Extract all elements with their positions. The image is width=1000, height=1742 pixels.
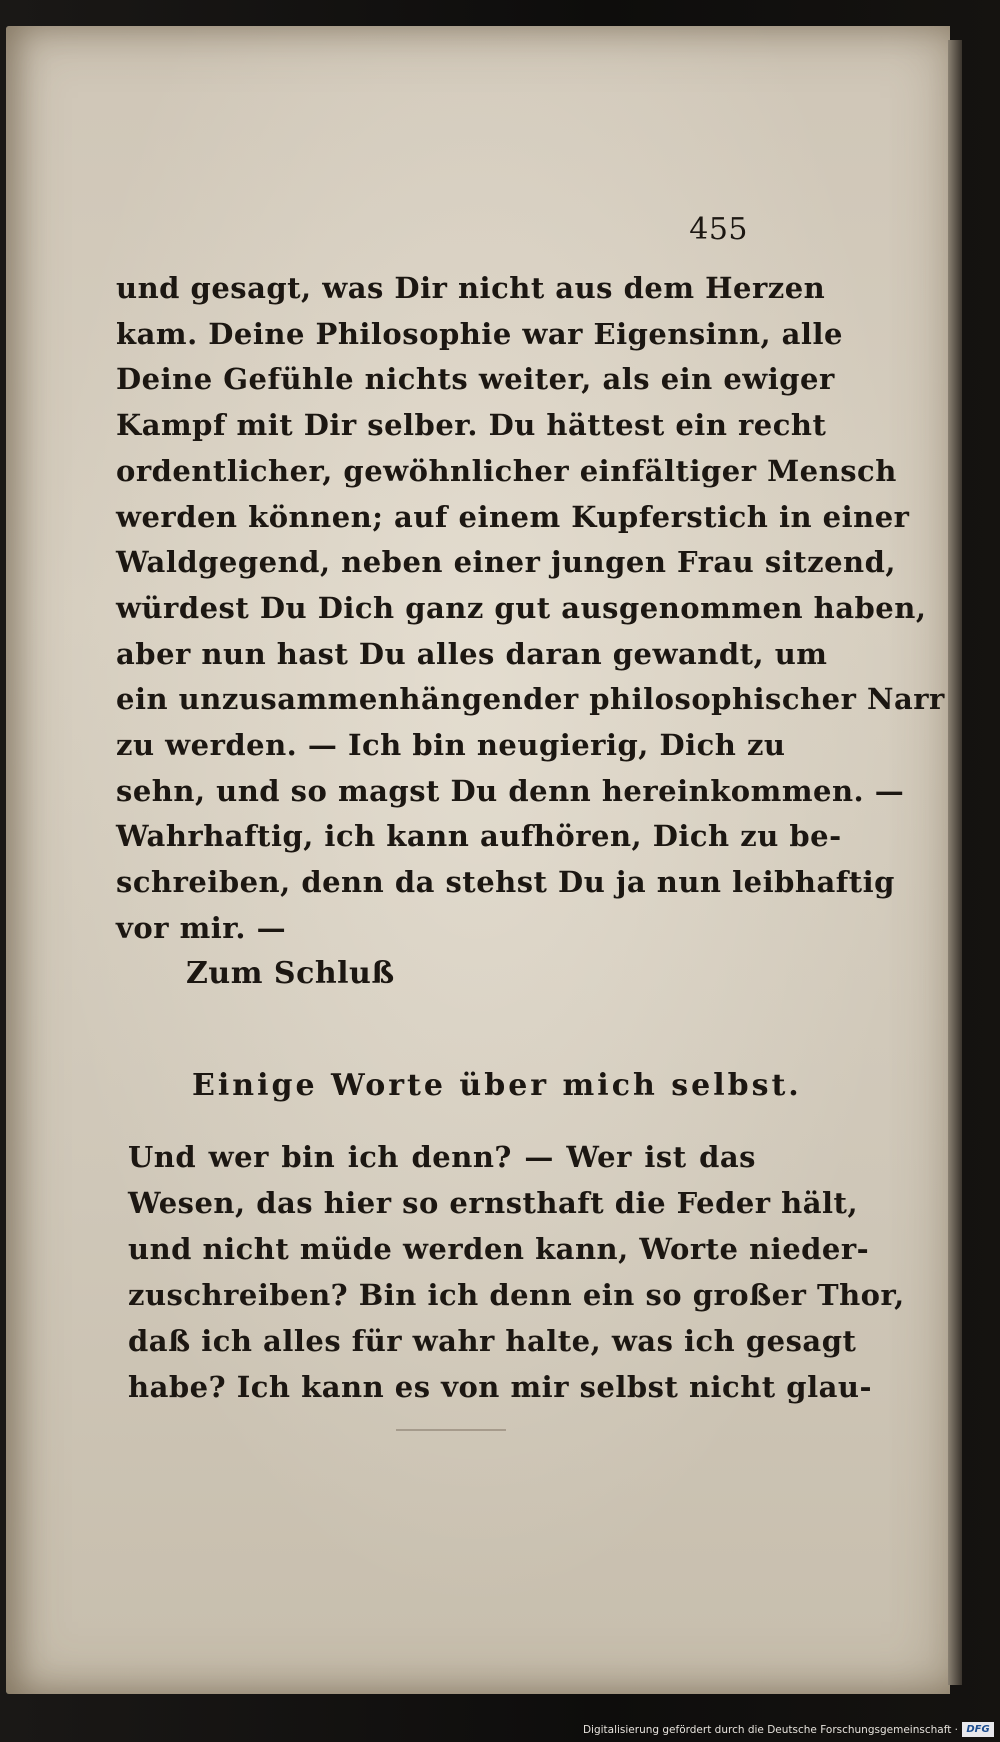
text-line: habe? Ich kann es von mir selbst nicht glau- bbox=[128, 1370, 872, 1404]
closing-line: Zum Schluß bbox=[186, 956, 395, 991]
text-line: Kampf mit Dir selber. Du hättest ein recht bbox=[116, 408, 827, 443]
text-line: schreiben, denn da stehst Du ja nun leibhaftig bbox=[116, 865, 895, 900]
text-line: Und wer bin ich denn? — Wer ist das bbox=[128, 1140, 756, 1174]
printed-rule bbox=[396, 1429, 506, 1431]
digitization-credit: Digitalisierung gefördert durch die Deutsche Forschungsgemeinschaft · bbox=[582, 1724, 958, 1736]
dfg-logo[interactable]: DFG bbox=[962, 1722, 994, 1737]
text-line: Deine Gefühle nichts weiter, als ein ewiger bbox=[116, 362, 835, 397]
text-line: aber nun hast Du alles daran gewandt, um bbox=[116, 636, 828, 671]
text-line: Waldgegend, neben einer jungen Frau sitzend, bbox=[116, 545, 896, 580]
book-page bbox=[6, 26, 950, 1694]
text-line: werden können; auf einem Kupferstich in einer bbox=[116, 499, 910, 534]
body-text-part-1 bbox=[116, 266, 945, 952]
section-heading: Einige Worte über mich selbst. bbox=[192, 1068, 802, 1103]
page-number: 455 bbox=[689, 212, 748, 247]
text-line: ein unzusammenhängender philosophischer Narr bbox=[116, 682, 945, 717]
text-line: sehn, und so magst Du denn hereinkommen. — bbox=[116, 773, 905, 808]
text-line: kam. Deine Philosophie war Eigensinn, alle bbox=[116, 316, 843, 351]
text-line: Wahrhaftig, ich kann aufhören, Dich zu be- bbox=[116, 819, 842, 854]
text-line: daß ich alles für wahr halte, was ich gesagt bbox=[128, 1324, 857, 1358]
text-line: vor mir. — bbox=[116, 910, 287, 945]
text-line: würdest Du Dich ganz gut ausgenommen haben, bbox=[116, 590, 927, 625]
text-line: und gesagt, was Dir nicht aus dem Herzen bbox=[116, 271, 826, 305]
text-line: Wesen, das hier so ernsthaft die Feder hält, bbox=[128, 1186, 859, 1220]
text-line: zuschreiben? Bin ich denn ein so großer Thor, bbox=[128, 1278, 905, 1312]
body-text-part-2 bbox=[128, 1134, 905, 1410]
text-line: zu werden. — Ich bin neugierig, Dich zu bbox=[116, 728, 786, 763]
text-line: und nicht müde werden kann, Worte nieder- bbox=[128, 1232, 870, 1266]
page-edge bbox=[948, 40, 962, 1685]
text-line: ordentlicher, gewöhnlicher einfältiger Mensch bbox=[116, 453, 897, 488]
